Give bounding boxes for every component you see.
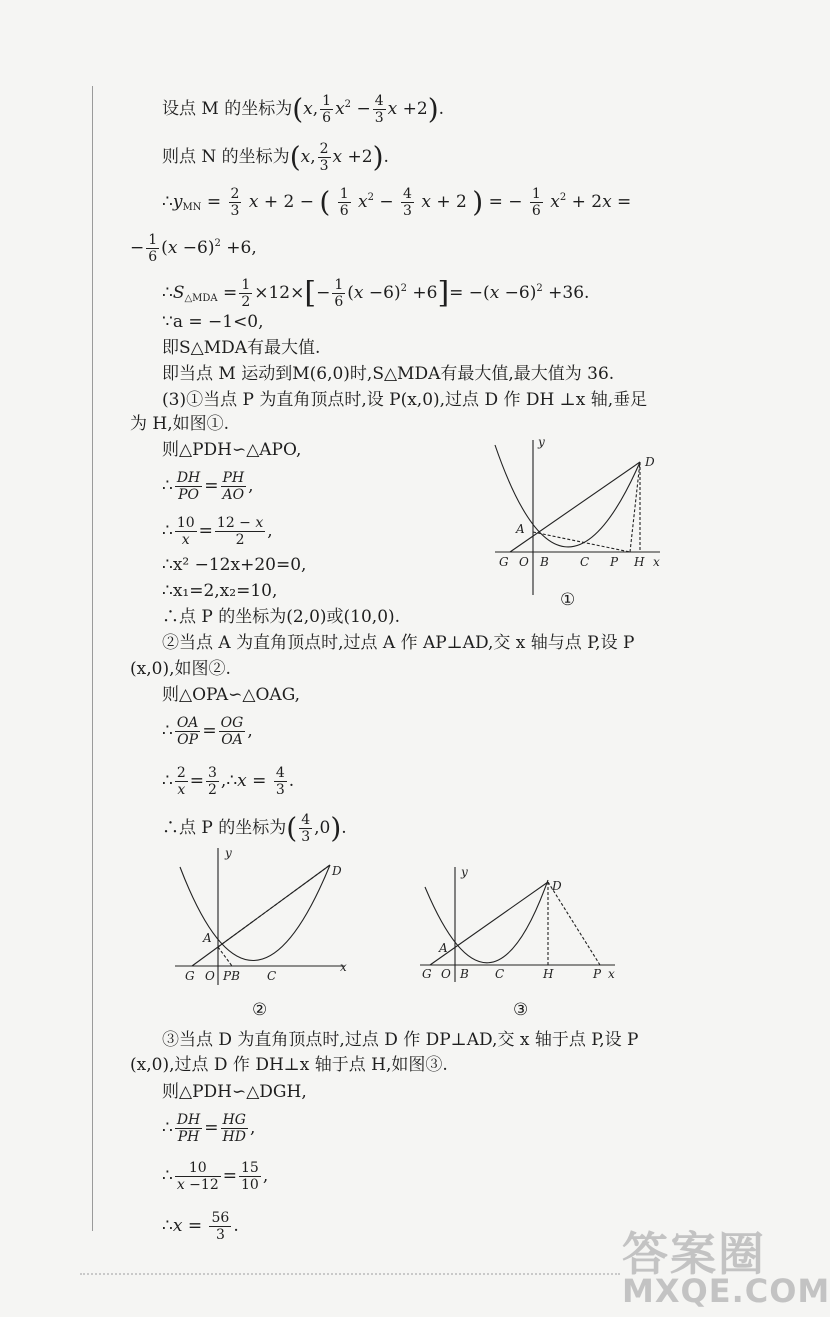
watermark-logo: 答案圈 <box>622 1227 766 1281</box>
svg-text:O: O <box>441 967 451 981</box>
svg-text:B: B <box>460 967 469 981</box>
case2-similar: 则△OPA∽△OAG, <box>162 685 301 705</box>
case1-intro2: 为 H,如图①. <box>130 414 230 434</box>
case1-intro: (3)①当点 P 为直角顶点时,设 P(x,0),过点 D 作 DH ⊥x 轴,垂足 <box>162 390 648 410</box>
fig2-line-gd <box>192 865 330 966</box>
svg-text:H: H <box>543 967 554 981</box>
svg-text:P: P <box>610 555 619 569</box>
case3-sub: ∴ $\frac{10}{x -12}$ = $\frac{15}{10}$ , <box>162 1160 269 1193</box>
svg-text:x: x <box>653 555 660 569</box>
case3-intro: ③当点 D 为直角顶点时,过点 D 作 DP⊥AD,交 x 轴于点 P,设 P <box>162 1030 639 1050</box>
line-area: $\therefore S_{\triangle MDA}$ = $\frac{1}{2}$ ×12×[− $\frac{1}{6}$ $(x -6)^2 +6]= -(x -6)^2 +36$. <box>162 275 590 311</box>
svg-text:O: O <box>519 555 529 569</box>
svg-text:A: A <box>516 522 525 536</box>
svg-text:G: G <box>185 969 195 983</box>
line-a-neg: ∵a = −1<0, <box>162 312 264 332</box>
figure-2-caption: ② <box>252 1000 268 1020</box>
line-conclusion: 即当点 M 运动到M(6,0)时,S△MDA有最大值,最大值为 36. <box>162 364 615 384</box>
fig3-line-gd <box>430 882 548 965</box>
svg-text:B: B <box>540 555 549 569</box>
svg-text:x: x <box>340 960 347 974</box>
bottom-divider <box>80 1273 620 1275</box>
figure-3 <box>415 862 620 992</box>
svg-text:A: A <box>203 931 212 945</box>
watermark-url: MXQE.COM <box>622 1272 830 1310</box>
figure-3-caption: ③ <box>513 1000 529 1020</box>
line-has-max: 即S△MDA有最大值. <box>162 338 321 358</box>
figure-2 <box>170 845 355 995</box>
figure-1-caption: ① <box>560 590 576 610</box>
svg-text:A: A <box>439 941 448 955</box>
case2-intro2: (x,0),如图②. <box>130 659 231 679</box>
case2-ratio: ∴ $\frac{OA}{OP}$ = $\frac{OG}{OA}$ , <box>162 715 253 748</box>
case2-solve: ∴ $\frac{2}{x}$ = $\frac{3}{2}$ ,∴x = $\frac{4}{3}$ . <box>162 765 295 798</box>
line-m-coord: 设点 M 的坐标为(x, $\frac{1}{6}$ $x^2$ − $\frac{4}{3}$ x +2). <box>162 92 445 126</box>
fig1-line-gd <box>510 462 640 552</box>
case1-ratio: ∴ $\frac{DH}{PO}$ = $\frac{PH}{AO}$ , <box>162 470 254 503</box>
case3-ratio: ∴ $\frac{DH}{PH}$ = $\frac{HG}{HD}$ , <box>162 1112 256 1145</box>
fig2-parabola <box>180 865 330 961</box>
figure-1 <box>490 435 670 600</box>
case1-result: ∴点 P 的坐标为(2,0)或(10,0). <box>162 607 401 627</box>
svg-text:D: D <box>645 455 655 469</box>
svg-text:O: O <box>205 969 215 983</box>
line-ymn: $\therefore y_{MN}$ = $\frac{2}{3}$ x + 2 − ( $\frac{1}{6}$ $x^2$ − $\frac{4}{3}$ x + 2 ) = − $\frac{1}{6}$ $x^2 + 2x$ = <box>162 185 632 219</box>
svg-text:C: C <box>495 967 505 981</box>
svg-text:G: G <box>499 555 509 569</box>
case3-intro2: (x,0),过点 D 作 DH⊥x 轴于点 H,如图③. <box>130 1055 448 1075</box>
svg-text:G: G <box>422 967 432 981</box>
line-ymn-2: − $\frac{1}{6}$ $(x -6)^2 +6$, <box>130 232 257 265</box>
case1-roots: ∴x₁=2,x₂=10, <box>162 581 278 601</box>
case1-sub: ∴ $\frac{10}{x}$ = $\frac{12 - x}{2}$ , <box>162 515 273 548</box>
line-n-coord: 则点 N 的坐标为(x, $\frac{2}{3}$ x +2). <box>162 140 389 174</box>
case3-solve: ∴x = $\frac{56}{3}$ . <box>162 1210 239 1243</box>
svg-text:y: y <box>461 865 468 879</box>
svg-text:H: H <box>634 555 645 569</box>
margin-line <box>92 86 93 1231</box>
case1-equation: ∴x² −12x+20=0, <box>162 555 307 575</box>
svg-text:y: y <box>225 846 232 860</box>
svg-text:P: P <box>593 967 602 981</box>
case2-result: ∴点 P 的坐标为( $\frac{4}{3}$ ,0). <box>162 811 347 845</box>
svg-text:D: D <box>552 879 562 893</box>
case1-similar: 则△PDH∽△APO, <box>162 440 302 460</box>
svg-text:C: C <box>580 555 590 569</box>
case2-intro: ②当点 A 为直角顶点时,过点 A 作 AP⊥AD,交 x 轴与点 P,设 P <box>162 633 635 653</box>
svg-text:y: y <box>538 435 545 449</box>
svg-text:D: D <box>332 864 342 878</box>
svg-text:PB: PB <box>223 969 240 983</box>
case3-similar: 则△PDH∽△DGH, <box>162 1082 307 1102</box>
svg-text:C: C <box>267 969 277 983</box>
svg-text:x: x <box>608 967 615 981</box>
